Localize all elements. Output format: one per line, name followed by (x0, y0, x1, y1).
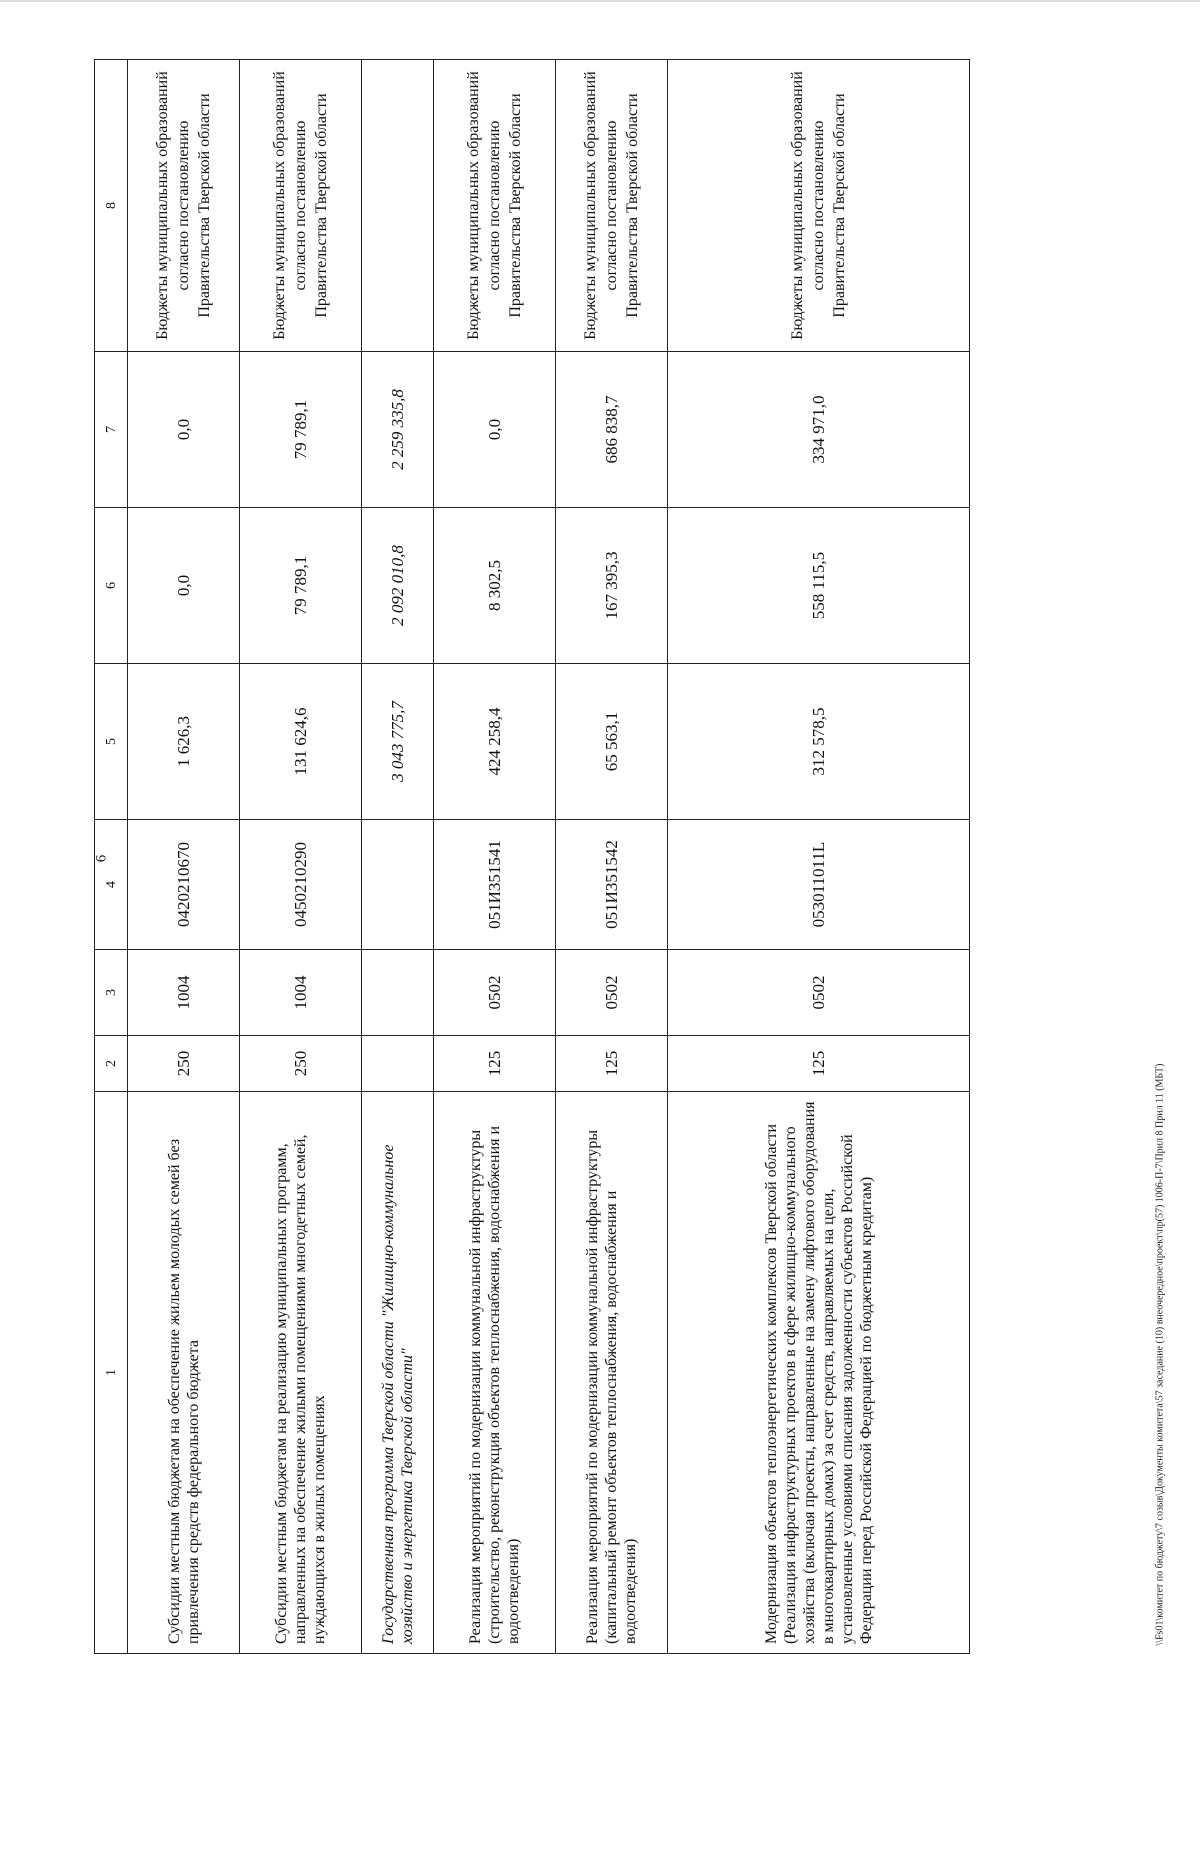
row-value-5: 1 626,3 (128, 664, 240, 820)
row-code-2: 125 (668, 1036, 970, 1092)
row-code-2: 125 (556, 1036, 668, 1092)
budget-table (94, 59, 970, 1654)
header-cell-7: 7 (95, 352, 128, 508)
row-value-5: 312 578,5 (668, 664, 970, 820)
table-row (434, 60, 556, 1654)
row-value-6: 0,0 (128, 508, 240, 664)
program-name-text: Государственная программа Тверской области "Жилищно-коммунальное хозяйство и энергетика Тверской области" (379, 1144, 416, 1644)
row-value-7: 334 971,0 (668, 352, 970, 508)
row-code-2: 125 (434, 1036, 556, 1092)
row-value-7: 0,0 (434, 352, 556, 508)
table-row-program (362, 60, 434, 1654)
row-recipient: Бюджеты муниципальных образований согласно постановлению Правительства Тверской области (240, 60, 362, 352)
row-name: Субсидии местным бюджетам на обеспечение жильем молодых семей без привлечения средств федерального бюджета (128, 1092, 240, 1654)
header-row (95, 60, 128, 1654)
row-recipient: Бюджеты муниципальных образований согласно постановлению Правительства Тверской области (434, 60, 556, 352)
row-code-4: 0420210670 (128, 820, 240, 950)
row-value-5: 65 563,1 (556, 664, 668, 820)
row-value-7: 79 789,1 (240, 352, 362, 508)
row-value-6: 167 395,3 (556, 508, 668, 664)
program-name (362, 1092, 434, 1654)
rotated-table-container (94, 60, 964, 1654)
program-value-6: 2 092 010,8 (362, 508, 434, 664)
row-recipient (362, 60, 434, 352)
row-value-5: 424 258,4 (434, 664, 556, 820)
table-row (240, 60, 362, 1654)
header-cell-1: 1 (95, 1092, 128, 1654)
row-code-4: 051И351542 (556, 820, 668, 950)
row-name: Реализация мероприятий по модернизации коммунальной инфраструктуры (строительство, реконструкция объектов теплоснабжения, водоснабжения и водоотведения) (434, 1092, 556, 1654)
top-rule (0, 0, 1200, 2)
header-cell-2: 2 (95, 1036, 128, 1092)
table-row (556, 60, 668, 1654)
row-name: Модернизация объектов теплоэнергетических комплексов Тверской области (Реализация инфраструктурных проектов в сфере жилищно-коммунального хозяйства (включая проекты, направленные на замену лифтового оборудования в многоквартирных домах) за счет средств, направляемых на цели, установленные условиями списания задолженности субъектов Российской Федерации перед Российской Федерацией по бюджетным кредитам) (668, 1092, 970, 1654)
header-cell-4: 4 (95, 820, 128, 950)
row-code-4: 051И351541 (434, 820, 556, 950)
row-recipient: Бюджеты муниципальных образований согласно постановлению Правительства Тверской области (668, 60, 970, 352)
row-code-3: 0502 (434, 950, 556, 1036)
page-number: 6 (93, 854, 110, 863)
row-name: Субсидии местным бюджетам на реализацию муниципальных программ, направленных на обеспечение жилыми помещениями многодетных семей, нуждающихся в жилых помещениях (240, 1092, 362, 1654)
table-row (128, 60, 240, 1654)
row-recipient: Бюджеты муниципальных образований согласно постановлению Правительства Тверской области (556, 60, 668, 352)
row-value-7: 686 838,7 (556, 352, 668, 508)
row-code-2: 250 (128, 1036, 240, 1092)
header-cell-3: 3 (95, 950, 128, 1036)
row-code-4: 0450210290 (240, 820, 362, 950)
row-recipient: Бюджеты муниципальных образований согласно постановлению Правительства Тверской области (128, 60, 240, 352)
row-code-3: 0502 (668, 950, 970, 1036)
row-code-3 (362, 950, 434, 1036)
row-code-3: 0502 (556, 950, 668, 1036)
row-value-6: 558 115,5 (668, 508, 970, 664)
row-code-2: 250 (240, 1036, 362, 1092)
row-code-2 (362, 1036, 434, 1092)
footer-file-path: \\Fs01\комитет по бюджету\7 созыв\Документы комитета\57 заседание (10) внеочередное\проект\пр(57) 1006-П-7\Прил 8 Прил 11 (МБТ) (1154, 1063, 1166, 1646)
header-cell-8: 8 (95, 60, 128, 352)
row-code-3: 1004 (240, 950, 362, 1036)
row-code-4: 053011011L (668, 820, 970, 950)
table-row (668, 60, 970, 1654)
row-code-3: 1004 (128, 950, 240, 1036)
header-cell-6: 6 (95, 508, 128, 664)
row-value-6: 8 302,5 (434, 508, 556, 664)
row-value-7: 0,0 (128, 352, 240, 508)
header-cell-5: 5 (95, 664, 128, 820)
row-code-4 (362, 820, 434, 950)
row-value-6: 79 789,1 (240, 508, 362, 664)
row-value-5: 131 624,6 (240, 664, 362, 820)
program-value-5: 3 043 775,7 (362, 664, 434, 820)
row-name: Реализация мероприятий по модернизации коммунальной инфраструктуры (капитальный ремонт объектов теплоснабжения, водоснабжения и водоотведения) (556, 1092, 668, 1654)
program-value-7: 2 259 335,8 (362, 352, 434, 508)
